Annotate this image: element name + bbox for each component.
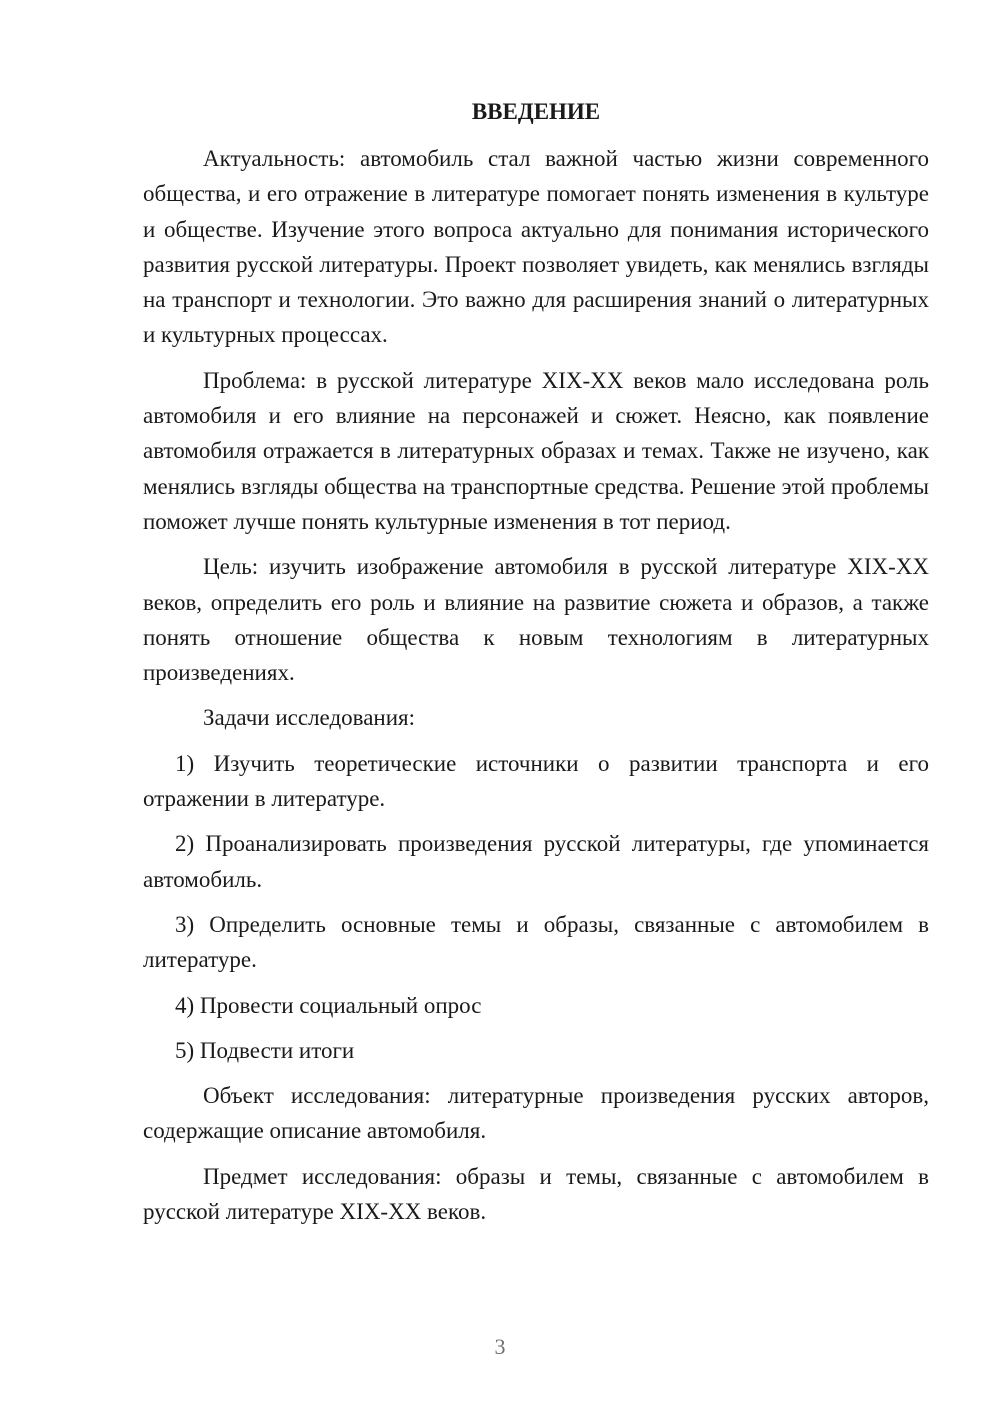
task-item-2: 2) Проанализировать произведения русской литературы, где упоминается автомобиль. xyxy=(143,831,929,892)
task-item-5: 5) Подвести итоги xyxy=(175,1037,355,1063)
task-item-4: 4) Провести социальный опрос xyxy=(175,992,482,1018)
page-number: 3 xyxy=(494,1334,506,1359)
document-page xyxy=(143,94,929,1239)
goal-paragraph: Цель: изучить изображение автомобиля в русской литературе XIX-XX веков, определить его роль и влияние на развитие сюжета и образов, а также понять отношение общества к новым технологиям в литературных произведениях. xyxy=(143,554,929,686)
problem-paragraph: Проблема: в русской литературе XIX-XX веков мало исследована роль автомобиля и его влияние на персонажей и сюжет. Неясно, как появление автомобиля отражается в литературных образах и темах. Также не изучено, как менялись взгляды общества на транспортные средства. Решение этой проблемы поможет лучше понять культурные изменения в тот период. xyxy=(143,367,929,534)
research-subject-paragraph: Предмет исследования: образы и темы, связанные с автомобилем в русской литературе XIX-XX веков. xyxy=(143,1163,929,1225)
task-item-3: 3) Определить основные темы и образы, связанные с автомобилем в литературе. xyxy=(143,911,929,973)
research-object-paragraph: Объект исследования: литературные произведения русских авторов, содержащие описание автомобиля. xyxy=(143,1083,929,1144)
relevance-paragraph: Актуальность: автомобиль стал важной частью жизни современного общества, и его отражение в литературе помогает понять изменения в культуре и обществе. Изучение этого вопроса актуально для понимания исторического развития русской литературы. Проект позволяет увидеть, как менялись взгляды на транспорт и технологии. Это важно для расширения знаний о литературных и культурных процессах. xyxy=(143,146,929,348)
task-item-1: 1) Изучить теоретические источники о развитии транспорта и его отражении в литературе. xyxy=(143,750,929,812)
tasks-heading: Задачи исследования: xyxy=(203,705,416,731)
section-title: ВВЕДЕНИЕ xyxy=(471,99,601,124)
